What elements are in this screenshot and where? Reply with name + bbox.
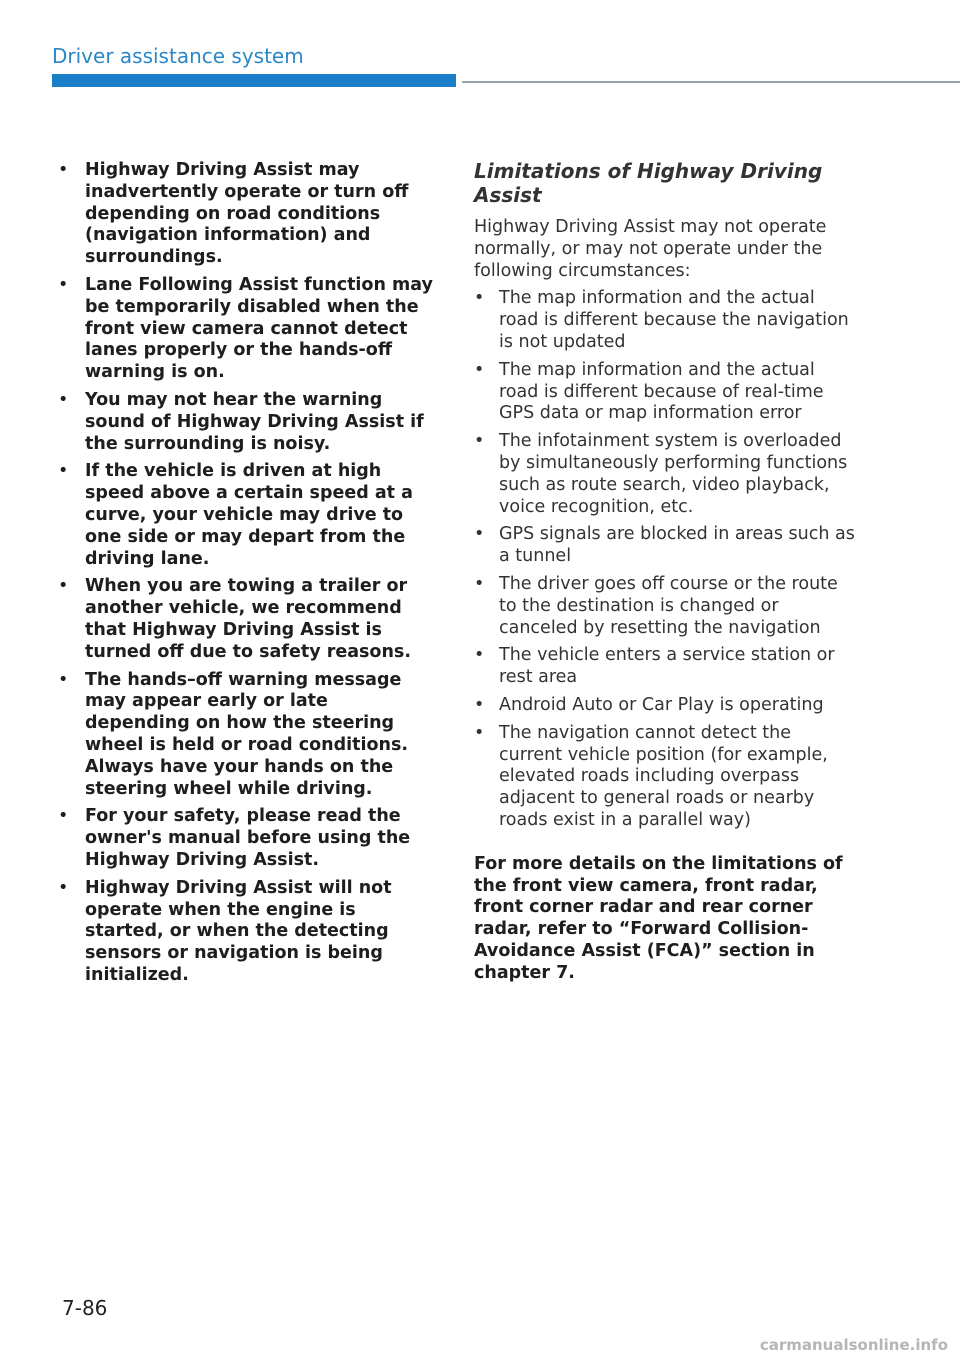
list-item: • The vehicle enters a service station or rest area [474, 645, 835, 688]
bullet-icon: • [474, 524, 485, 545]
bullet-icon: • [474, 288, 485, 309]
limitations-heading: Limitations of Highway Driving Assist [474, 159, 823, 207]
list-item: • The navigation cannot detect the current vehicle position (for example, elevated roads including overpass adjacent to general roads or nearby roads exist in a parallel way) [474, 722, 828, 830]
section-title: Driver assistance system [52, 44, 304, 68]
list-item: • Android Auto or Car Play is operating [474, 694, 824, 715]
bullet-icon: • [474, 431, 485, 452]
watermark: carmanualsonline.info [759, 1336, 948, 1354]
list-item: • Highway Driving Assist may inadvertently operate or turn off depending on road conditions (navigation information) and surroundings. [58, 160, 409, 268]
list-item: • The map information and the actual road is different because of real-time GPS data or map information error [474, 359, 824, 424]
bullet-icon: • [58, 576, 69, 597]
page-number: 7-86 [62, 1296, 108, 1320]
list-item: • The driver goes off course or the route to the destination is changed or canceled by resetting the navigation [474, 573, 838, 638]
bullet-icon: • [58, 160, 69, 180]
bullet-icon: • [474, 573, 485, 594]
bullet-icon: • [474, 722, 485, 743]
bullet-icon: • [58, 461, 69, 482]
list-item: • Highway Driving Assist will not operate when the engine is started, or when the detecting sensors or navigation is being initialized. [58, 877, 392, 985]
bullet-icon: • [474, 359, 485, 380]
caution-list [58, 160, 436, 987]
more-details-note: For more details on the limitations of the front view camera, front radar, front corner radar and rear corner radar, refer to “Forward Collision-Avoidance Assist (FCA)” section in chapter 7. [474, 853, 843, 983]
bullet-icon: • [58, 877, 69, 898]
list-item: • Lane Following Assist function may be temporarily disabled when the front view camera cannot detect lanes properly or the hands-off warning is on. [58, 274, 433, 383]
header-accent-bar [52, 74, 456, 87]
bullet-icon: • [58, 389, 69, 410]
limitations-list [474, 288, 858, 831]
list-item: • If the vehicle is driven at high speed above a certain speed at a curve, your vehicle may drive to one side or may depart from the driving lane. [58, 461, 413, 569]
list-item: • The hands–off warning message may appear early or late depending on how the steering wheel is held or road conditions. Always have your hands on the steering wheel while driving. [58, 669, 409, 799]
left-column [58, 160, 436, 993]
list-item: • You may not hear the warning sound of Highway Driving Assist if the surrounding is noisy. [58, 389, 424, 454]
header-divider [462, 81, 960, 83]
limitations-intro: Highway Driving Assist may not operate normally, or may not operate under the following circumstances: [474, 217, 827, 281]
list-item: • The infotainment system is overloaded by simultaneously performing functions such as route search, video playback, voice recognition, etc. [474, 431, 848, 517]
bullet-icon: • [58, 806, 69, 827]
list-item: • When you are towing a trailer or another vehicle, we recommend that Highway Driving Assist is turned off due to safety reasons. [58, 576, 411, 662]
right-column [474, 160, 858, 985]
bullet-icon: • [58, 274, 69, 295]
list-item: • GPS signals are blocked in areas such as a tunnel [474, 524, 855, 567]
bullet-icon: • [474, 645, 485, 666]
bullet-icon: • [58, 669, 69, 690]
list-item: • The map information and the actual road is different because the navigation is not updated [474, 288, 849, 352]
bullet-icon: • [474, 694, 485, 715]
list-item: • For your safety, please read the owner's manual before using the Highway Driving Assist. [58, 806, 411, 870]
